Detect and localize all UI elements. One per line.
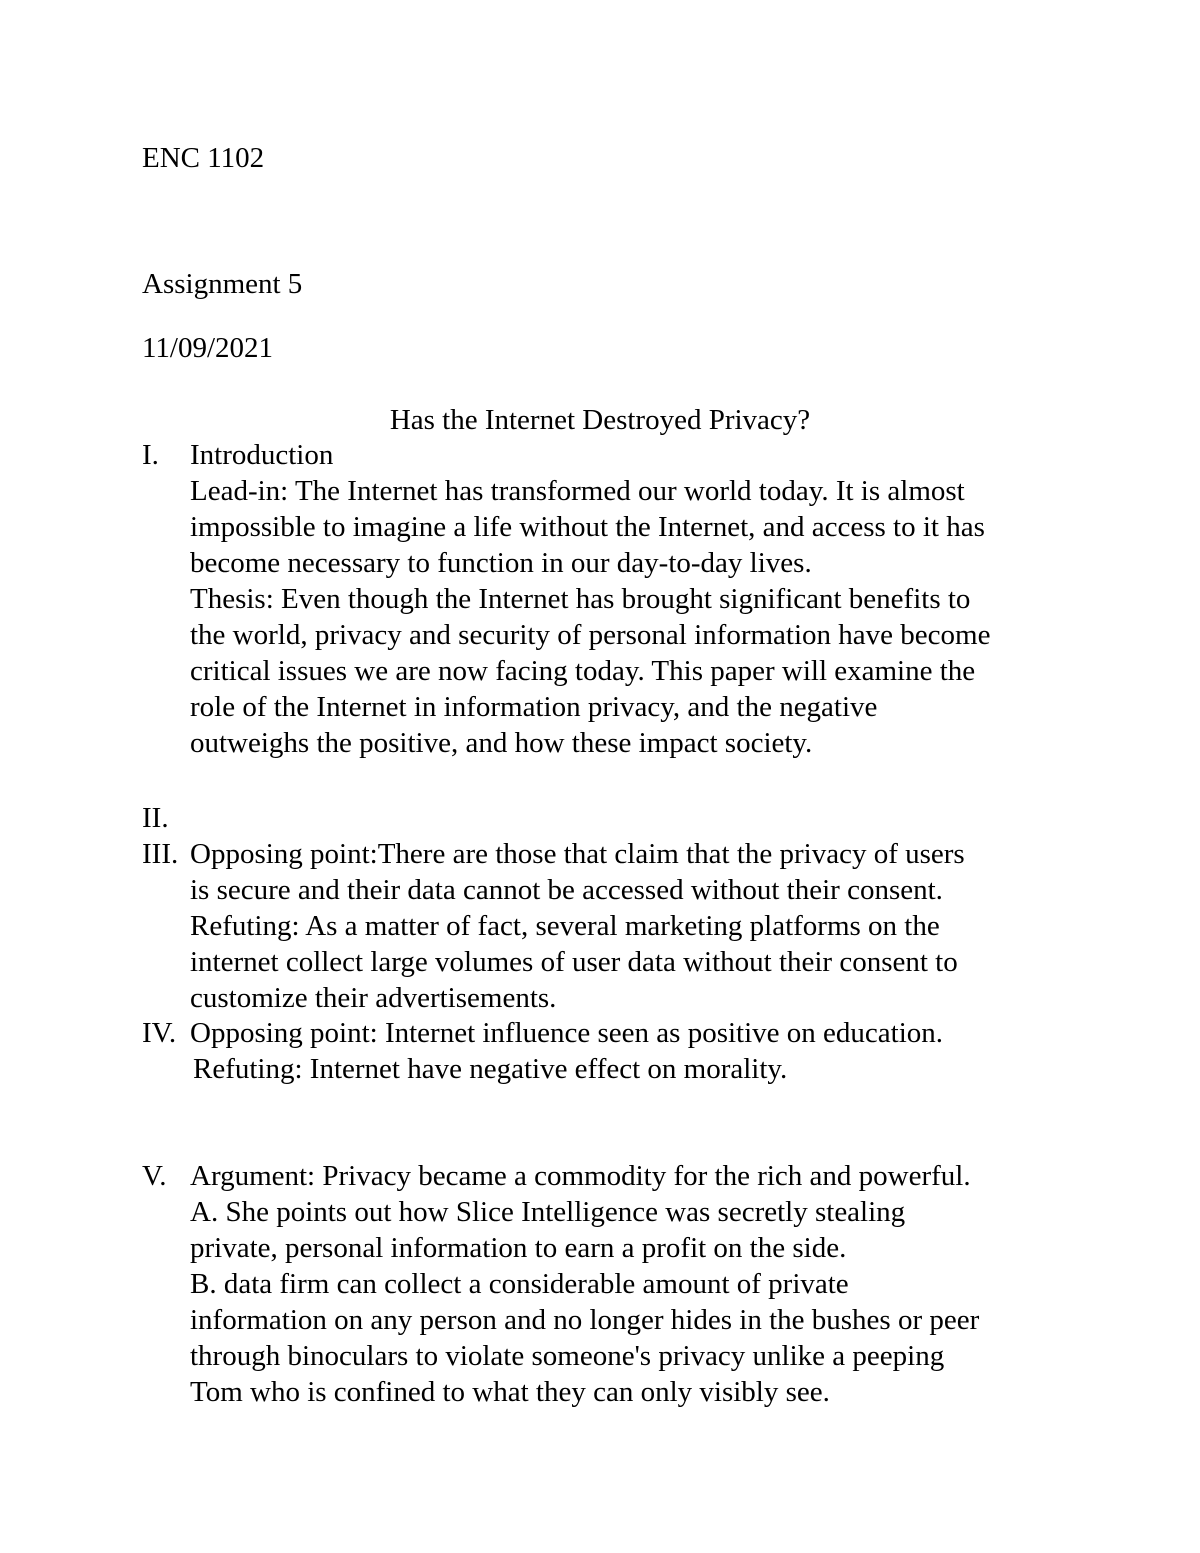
- refuting-paragraph: Refuting: As a matter of fact, several marketing platforms on the internet collect large volumes of user data without their consent to customize their advertisements.: [190, 910, 958, 1014]
- outline-item-body: [190, 1015, 1090, 1087]
- outline-numeral: II.: [142, 802, 169, 834]
- outline-numeral: I.: [142, 439, 159, 471]
- lead-in-paragraph: Lead-in: The Internet has transformed our world today. It is almost impossible to imagine a life without the Internet, and access to it has become necessary to function in our day-to-day lives.: [190, 475, 985, 579]
- refuting-paragraph: Refuting: Internet have negative effect on morality.: [193, 1053, 788, 1085]
- support-point-a: A. She points out how Slice Intelligence was secretly stealing private, personal information to earn a profit on the side.: [190, 1196, 906, 1264]
- opposing-point-paragraph: Opposing point:There are those that claim that the privacy of users is secure and their data cannot be accessed without their consent.: [190, 838, 965, 906]
- outline-numeral: IV.: [142, 1017, 177, 1049]
- outline-item-body: [190, 836, 1090, 1016]
- thesis-paragraph: Thesis: Even though the Internet has brought significant benefits to the world, privacy and security of personal information have become critical issues we are now facing today. This paper will examine the role of the Internet in information privacy, and the negative outweighs the positive, and how these impact society.: [190, 583, 991, 759]
- outline-item-body: [190, 1158, 1090, 1410]
- argument-paragraph: Argument: Privacy became a commodity for the rich and powerful.: [190, 1160, 971, 1192]
- outline-numeral: V.: [142, 1160, 167, 1192]
- document-title: Has the Internet Destroyed Privacy?: [389, 404, 811, 436]
- document-date: 11/09/2021: [142, 332, 274, 364]
- section-heading: Introduction: [190, 439, 334, 471]
- assignment-label: Assignment 5: [142, 268, 303, 300]
- course-code: ENC 1102: [142, 142, 265, 174]
- outline-item-body: [190, 437, 1090, 761]
- outline-numeral: III.: [142, 838, 179, 870]
- support-point-b: B. data firm can collect a considerable amount of private information on any person and no longer hides in the bushes or peer through binoculars to violate someone's privacy unlike a peeping Tom who is confined to what they can only visibly see.: [190, 1268, 980, 1408]
- opposing-point-paragraph: Opposing point: Internet influence seen as positive on education.: [190, 1017, 944, 1049]
